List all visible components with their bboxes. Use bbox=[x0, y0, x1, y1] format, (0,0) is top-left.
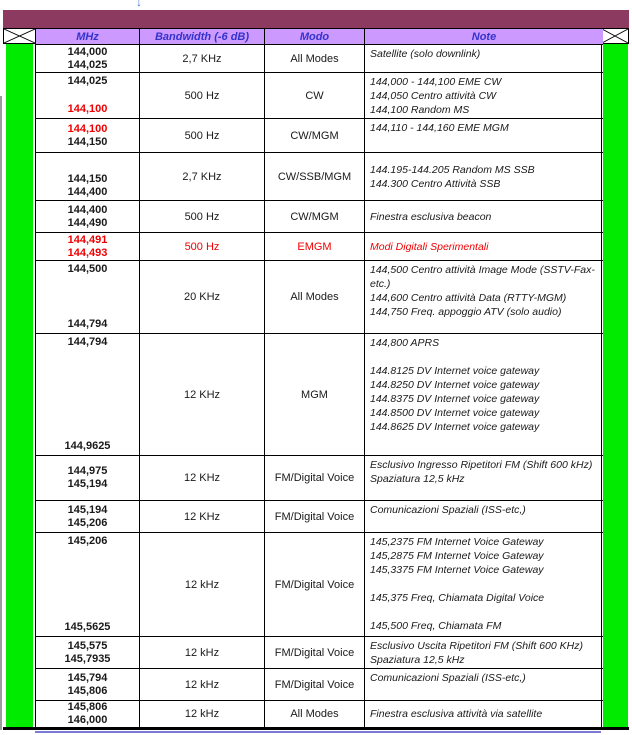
frequency-value: 144,493 bbox=[67, 246, 108, 259]
frequency-value: 145,194 bbox=[67, 503, 108, 516]
frequency-value: 145,5625 bbox=[64, 621, 111, 633]
frequency-cell bbox=[36, 669, 140, 701]
note-line: 144,750 Freq. appoggio ATV (solo audio) bbox=[370, 306, 562, 318]
note-cell bbox=[365, 501, 603, 533]
note-line: 144,800 APRS bbox=[370, 337, 440, 349]
note-line bbox=[370, 350, 601, 364]
note-line: 144,500 Centro attività Image Mode (SSTV-Fax-etc.) bbox=[370, 264, 595, 290]
note-line: 144,000 - 144,100 EME CW bbox=[370, 76, 502, 88]
bandwidth-cell: 12 KHz bbox=[140, 334, 265, 456]
note-cell bbox=[365, 637, 603, 669]
note-line: 144.8250 DV Internet voice gateway bbox=[370, 379, 540, 391]
title-bar bbox=[3, 10, 629, 28]
bandwidth-cell: 500 Hz bbox=[140, 73, 265, 119]
bandwidth-cell: 12 kHz bbox=[140, 669, 265, 701]
note-cell bbox=[365, 73, 603, 119]
frequency-cell bbox=[36, 201, 140, 233]
table-row bbox=[36, 45, 601, 73]
table-row bbox=[36, 261, 601, 334]
frequency-cell bbox=[36, 533, 140, 637]
frequency-value: 144,9625 bbox=[64, 440, 111, 452]
note-cell bbox=[365, 533, 603, 637]
frequency-cell bbox=[36, 637, 140, 669]
note-line: 145,500 Freq, Chiamata FM bbox=[370, 620, 502, 632]
table-row bbox=[36, 73, 601, 119]
note-line: 144.8500 DV Internet voice gateway bbox=[370, 407, 540, 419]
frequency-value: 144,794 bbox=[67, 318, 108, 330]
frequency-cell bbox=[36, 45, 140, 73]
frequency-cell bbox=[36, 456, 140, 501]
table-row bbox=[36, 637, 601, 669]
header-bandwidth: Bandwidth (-6 dB) bbox=[140, 29, 265, 45]
table-row bbox=[36, 501, 601, 533]
bandwidth-cell: 12 kHz bbox=[140, 701, 265, 728]
table-header-row bbox=[36, 29, 601, 45]
note-line: 144.195-144.205 Random MS SSB bbox=[370, 163, 535, 176]
table-row bbox=[36, 456, 601, 501]
frequency-value: 145,206 bbox=[67, 535, 108, 547]
note-line: Esclusivo Ingresso Ripetitori FM (Shift 600 kHz) bbox=[370, 459, 593, 471]
frequency-value: 145,794 bbox=[67, 671, 108, 684]
table-row bbox=[36, 119, 601, 153]
table-row bbox=[36, 533, 601, 637]
note-line: Modi Digitali Sperimentali bbox=[370, 240, 489, 253]
frequency-value: 145,206 bbox=[67, 516, 108, 529]
frequency-value: 144,975 bbox=[67, 465, 108, 477]
frequency-value: 144,100 bbox=[67, 122, 108, 135]
frequency-value: 144,025 bbox=[67, 58, 108, 71]
note-cell bbox=[365, 261, 603, 334]
frequency-value: 145,7935 bbox=[64, 652, 111, 665]
frequency-value: 144,500 bbox=[67, 263, 108, 275]
frequency-cell bbox=[36, 233, 140, 261]
bandwidth-cell: 500 Hz bbox=[140, 233, 265, 261]
note-line: Finestra esclusiva beacon bbox=[370, 210, 492, 223]
mode-cell: CW bbox=[265, 73, 365, 119]
note-line: 145,2375 FM Internet Voice Gateway bbox=[370, 536, 544, 548]
note-line: 144,600 Centro attività Data (RTTY-MGM) bbox=[370, 292, 567, 304]
frequency-value: 144,150 bbox=[67, 135, 108, 148]
frequency-cell bbox=[36, 701, 140, 728]
bandwidth-cell: 12 KHz bbox=[140, 501, 265, 533]
note-line: Esclusivo Uscita Ripetitori FM (Shift 600 KHz) bbox=[370, 640, 583, 652]
frequency-cell bbox=[36, 261, 140, 334]
header-mode: Modo bbox=[265, 29, 365, 45]
bandwidth-cell: 2,7 KHz bbox=[140, 45, 265, 73]
frequency-cell bbox=[36, 501, 140, 533]
note-line: 144,050 Centro attività CW bbox=[370, 90, 497, 102]
bandwidth-cell: 12 kHz bbox=[140, 637, 265, 669]
page-bottom-line bbox=[35, 731, 601, 733]
note-line: 144,100 Random MS bbox=[370, 104, 470, 116]
header-note: Note bbox=[365, 29, 603, 45]
bandwidth-cell: 12 KHz bbox=[140, 456, 265, 501]
frequency-value: 144,100 bbox=[67, 103, 108, 115]
note-line: 144.8125 DV Internet voice gateway bbox=[370, 365, 540, 377]
note-line: Comunicazioni Spaziali (ISS-etc,) bbox=[370, 672, 526, 684]
mode-cell: FM/Digital Voice bbox=[265, 637, 365, 669]
frequency-cell bbox=[36, 73, 140, 119]
note-line: 144.300 Centro Attività SSB bbox=[370, 177, 501, 190]
note-cell bbox=[365, 334, 603, 456]
mode-cell: MGM bbox=[265, 334, 365, 456]
mode-cell: All Modes bbox=[265, 45, 365, 73]
table-body bbox=[36, 45, 601, 728]
note-cell bbox=[365, 456, 603, 501]
note-cell bbox=[365, 669, 603, 701]
note-cell bbox=[365, 119, 603, 153]
frequency-value: 146,000 bbox=[67, 714, 108, 726]
note-line: 144.8375 DV Internet voice gateway bbox=[370, 393, 540, 405]
mode-cell: CW/SSB/MGM bbox=[265, 153, 365, 201]
frequency-value: 145,806 bbox=[67, 701, 108, 713]
frequency-value: 144,491 bbox=[67, 233, 108, 246]
note-line: Satellite (solo downlink) bbox=[370, 48, 481, 60]
table-row bbox=[36, 201, 601, 233]
header-mhz: MHz bbox=[36, 29, 140, 45]
frequency-cell bbox=[36, 119, 140, 153]
note-line: Spaziatura 12,5 kHz bbox=[370, 473, 465, 485]
note-line: 144,110 - 144,160 EME MGM bbox=[370, 122, 509, 134]
bandwidth-cell: 500 Hz bbox=[140, 201, 265, 233]
mode-cell: CW/MGM bbox=[265, 201, 365, 233]
note-line: Finestra esclusiva attività via satellite bbox=[370, 708, 543, 720]
bandwidth-cell: 12 kHz bbox=[140, 533, 265, 637]
frequency-value: 144,400 bbox=[67, 186, 108, 198]
table-row bbox=[36, 701, 601, 728]
note-line bbox=[370, 577, 601, 591]
note-line: 145,2875 FM Internet Voice Gateway bbox=[370, 550, 544, 562]
mode-cell: EMGM bbox=[265, 233, 365, 261]
mode-cell: FM/Digital Voice bbox=[265, 501, 365, 533]
table-row bbox=[36, 233, 601, 261]
green-band-left bbox=[6, 44, 33, 728]
mode-cell: All Modes bbox=[265, 261, 365, 334]
mode-cell: FM/Digital Voice bbox=[265, 669, 365, 701]
note-line: 145,375 Freq, Chiamata Digital Voice bbox=[370, 592, 545, 604]
table-row bbox=[36, 669, 601, 701]
frequency-value: 144,400 bbox=[67, 203, 108, 216]
crossed-placeholder-right-icon bbox=[601, 28, 629, 44]
band-plan-table bbox=[35, 28, 602, 729]
note-line: Comunicazioni Spaziali (ISS-etc,) bbox=[370, 504, 526, 516]
frequency-cell bbox=[36, 334, 140, 456]
note-line: Spaziatura 12,5 kHz bbox=[370, 654, 465, 666]
frequency-cell bbox=[36, 153, 140, 201]
mode-cell: FM/Digital Voice bbox=[265, 533, 365, 637]
frequency-value: 144,794 bbox=[67, 336, 108, 348]
frequency-value: 145,194 bbox=[67, 478, 108, 490]
bandwidth-cell: 500 Hz bbox=[140, 119, 265, 153]
table-row bbox=[36, 153, 601, 201]
note-line bbox=[370, 605, 601, 619]
mode-cell: CW/MGM bbox=[265, 119, 365, 153]
note-cell bbox=[365, 233, 603, 261]
frequency-value: 144,150 bbox=[67, 173, 108, 185]
annotation-arrow-icon: ↓ bbox=[136, 0, 142, 9]
note-line: 144.8625 DV Internet voice gateway bbox=[370, 421, 540, 433]
note-line: 145,3375 FM Internet Voice Gateway bbox=[370, 564, 544, 576]
table-row bbox=[36, 334, 601, 456]
mode-cell: FM/Digital Voice bbox=[265, 456, 365, 501]
note-cell bbox=[365, 153, 603, 201]
note-cell bbox=[365, 45, 603, 73]
frequency-value: 145,806 bbox=[67, 684, 108, 697]
green-band-right bbox=[603, 44, 628, 728]
bandwidth-cell: 20 KHz bbox=[140, 261, 265, 334]
note-cell bbox=[365, 201, 603, 233]
bandwidth-cell: 2,7 KHz bbox=[140, 153, 265, 201]
table-bottom-border bbox=[3, 727, 629, 730]
frequency-value: 144,490 bbox=[67, 216, 108, 229]
note-cell bbox=[365, 701, 603, 728]
page-edge-line bbox=[0, 96, 2, 730]
crossed-placeholder-left-icon bbox=[3, 28, 36, 44]
frequency-value: 144,025 bbox=[67, 75, 108, 87]
frequency-value: 144,000 bbox=[67, 45, 108, 58]
mode-cell: All Modes bbox=[265, 701, 365, 728]
frequency-value: 145,575 bbox=[67, 639, 108, 652]
